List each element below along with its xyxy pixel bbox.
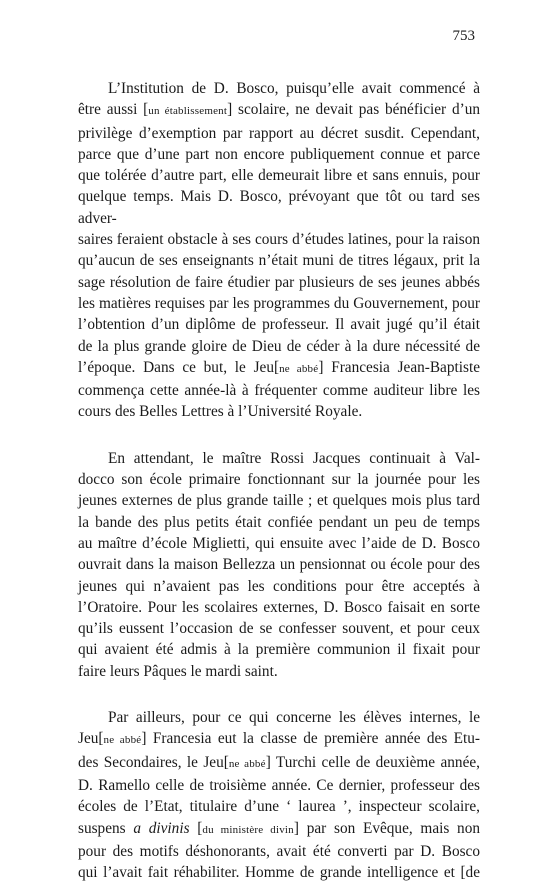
text-line: qu’aucun de ses enseignants n’était muni de titres légaux, prit la (78, 252, 480, 270)
text-line: que tolérée d’autre part, elle demeurait libre et sans ennuis, pour (78, 167, 480, 185)
text-line: suspens a divinis [du ministère divin] par son Evêque, mais non (78, 819, 481, 837)
text-line: les matières requises par les programmes du Gouvernement, pour (78, 294, 480, 312)
text-line: En attendant, le maître Rossi Jacques continuait à Val- (108, 449, 480, 467)
text-line: docco son école primaire fonctionnant sur la journée pour les (78, 471, 480, 489)
text-line: qui avaient été admis à la première communion il fixait pour (78, 641, 480, 659)
text-line: faire leurs Pâques le mardi saint. (78, 662, 278, 680)
text-line: parce que d’une part non encore publiquement connue et parce (78, 145, 480, 163)
text-line: de la plus grande gloire de Dieu de céder à la dure nécessité de (78, 337, 480, 355)
text-line: des Secondaires, le Jeu[ne abbé] Turchi celle de deuxième année, (78, 753, 480, 771)
page-number: 753 (452, 28, 475, 44)
body-text (78, 78, 480, 883)
text-line: la bande des plus petits était confiée pendant un peu de temps (78, 513, 480, 531)
text-line: écoles de l’Etat, titulaire d’une ‘ laurea ’, inspecteur scolaire, (78, 798, 480, 816)
text-line: l’Oratoire. Pour les scolaires externes, D. Bosco faisait en sorte (78, 598, 480, 616)
text-line: D. Ramello celle de troisième année. Ce dernier, professeur des (78, 776, 480, 794)
text-line: ouvrait dans la maison Bellezza un pensionnat ou école pour des (78, 556, 480, 574)
text-line: sage résolution de faire étudier par plusieurs de ses jeunes abbés (78, 273, 480, 291)
text-line: pour des motifs déshonorants, avait été converti par D. Bosco (78, 842, 480, 860)
text-line: l’époque. Dans ce but, le Jeu[ne abbé] Francesia Jean-Baptiste (78, 358, 480, 376)
paragraph-2 (78, 448, 480, 682)
text-line: qui l’avait fait réhabiliter. Homme de grande intelligence et [de (78, 864, 480, 882)
text-line: l’obtention d’un diplôme de professeur. Il avait jugé qu’il était (78, 316, 480, 334)
text-line: Par ailleurs, pour ce qui concerne les élèves internes, le (108, 709, 480, 727)
paragraph-1 (78, 78, 480, 423)
text-line: cours des Belles Lettres à l’Université Royale. (78, 403, 363, 421)
text-line: saires feraient obstacle à ses cours d’études latines, pour la raison (78, 231, 480, 249)
text-line: qu’ils eussent l’occasion de se confesser souvent, et pour ceux (78, 620, 480, 638)
text-line: jeunes externes de plus grande taille ; et quelques mois plus tard (78, 492, 480, 510)
text-line: être aussi [un établissement] scolaire, ne devait pas bénéficier d’un (78, 101, 480, 119)
text-line: jeunes qui n’avaient pas les conditions pour être acceptés à (78, 577, 480, 595)
text-line: L’Institution de D. Bosco, puisqu’elle avait commencé à (108, 80, 480, 97)
text-line: quelque temps. Mais D. Bosco, prévoyant que tôt ou tard ses adver- (78, 188, 480, 227)
text-line: au maître d’école Miglietti, qui ensuite avec l’aide de D. Bosco (78, 534, 480, 552)
text-line: Jeu[ne abbé] Francesia eut la classe de première année des Etu- (78, 730, 480, 748)
text-line: privilège d’exemption par rapport au décret susdit. Cependant, (78, 124, 480, 142)
paragraph-3 (78, 707, 480, 883)
text-line: commença cette année-là à fréquenter comme auditeur libre les (78, 382, 480, 400)
